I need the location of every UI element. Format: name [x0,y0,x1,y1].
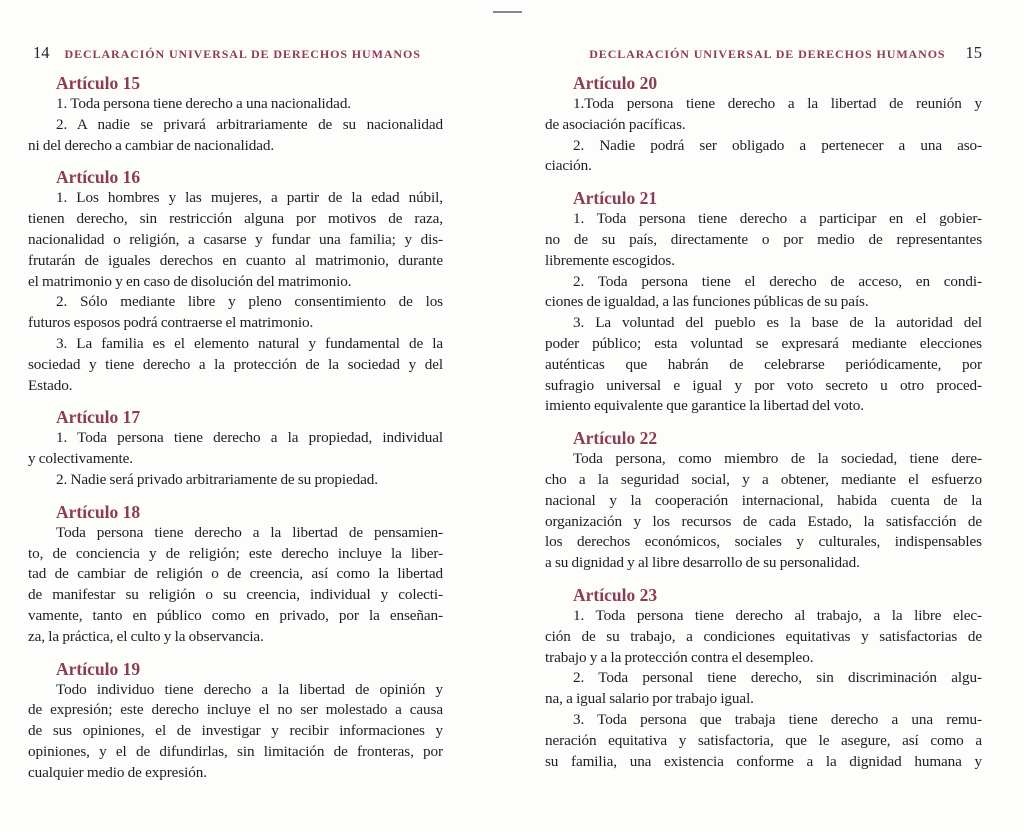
text-line: el matrimonio y en caso de disolución del matrimonio. [28,272,352,290]
text-line: 2. Sólo mediante libre y pleno consentimiento de los [56,293,443,311]
text-line: los derechos económicos, sociales y culturales, indispensables [545,533,982,551]
text-line: 1. Toda persona tiene derecho a participar en el gobier- [573,210,982,228]
running-head-title: DECLARACIÓN UNIVERSAL DE DERECHOS HUMANOS [589,47,946,61]
text-line: de asociación pacíficas. [545,115,686,133]
article-heading: Artículo 16 [56,167,141,188]
text-line: poder público; esta voluntad se expresará mediante elecciones [545,334,982,352]
text-line: 3. La voluntad del pueblo es la base de la autoridad del [573,314,982,332]
article-heading: Artículo 22 [573,428,658,449]
text-line: ciación. [545,157,592,175]
text-line: imiento equivalente que garantice la libertad del voto. [545,397,864,415]
text-line: tienen derecho, sin restricción alguna por motivos de raza, [28,210,443,228]
text-line: nacional y la cooperación internacional, habida cuenta de la [545,491,982,509]
text-line: 1. Toda persona tiene derecho a la propiedad, individual [56,429,443,447]
article [545,585,982,772]
article-heading: Artículo 15 [56,73,141,93]
article [28,502,443,648]
text-line: trabajo y a la protección contra el desempleo. [545,648,814,666]
text-line: organización y los recursos de cada Estado, la satisfacción de [545,512,982,530]
text-line: Toda persona tiene derecho a la libertad de pensamien- [56,523,443,541]
article [28,407,443,490]
article-heading: Artículo 18 [56,501,141,522]
text-line: sociedad y tiene derecho a la protección de la sociedad y del [28,355,443,373]
text-line: opiniones, y el de difundirlas, sin limitación de fronteras, por [28,742,443,760]
text-line: 3. La familia es el elemento natural y fundamental de la [56,334,443,352]
article [28,659,443,784]
text-line: vamente, tanto en público como en privado, por la enseñan- [28,606,443,624]
article [28,73,443,156]
text-line: 3. Toda persona que trabaja tiene derecho a una remu- [573,710,982,728]
text-line: 2. Toda persona tiene el derecho de acceso, en condi- [573,272,982,290]
text-line: de sus opiniones, el de investigar y recibir informaciones y [28,722,443,740]
text-line: nacionalidad o religión, a casarse y fundar una familia; y dis- [28,230,443,248]
text-line: y colectivamente. [28,450,134,468]
text-line: tad de cambiar de religión o de creencia, así como la libertad [28,565,443,583]
running-head-title: DECLARACIÓN UNIVERSAL DE DERECHOS HUMANOS [64,47,421,61]
text-line: to, de conciencia y de religión; este derecho incluye la liber- [28,544,443,562]
article [28,167,443,396]
page-right [545,44,982,772]
article-heading: Artículo 23 [573,584,658,605]
text-line: 1.Toda persona tiene derecho a la libertad de reunión y [573,95,982,112]
article [545,428,982,574]
text-line: 1. Los hombres y las mujeres, a partir de la edad núbil, [56,189,443,207]
running-head-left [28,44,443,62]
running-head-right [545,44,982,62]
text-line: sufragio universal e igual y por voto secreto u otro proced- [545,376,982,394]
text-line: su familia, una existencia conforme a la dignidad humana y [545,752,982,770]
text-line: 2. A nadie se privará arbitrariamente de su nacionalidad [56,115,443,133]
text-line: 2. Nadie será privado arbitrariamente de su propiedad. [56,470,378,488]
text-line: cho a la seguridad social, y a obtener, mediante el esfuerzo [545,470,982,488]
text-line: libremente escogidos. [545,251,675,269]
article-heading: Artículo 19 [56,658,141,679]
folio-number: 15 [965,43,982,62]
text-line: Estado. [28,376,73,394]
text-line: 2. Toda personal tiene derecho, sin discriminación algu- [573,669,982,687]
article-heading: Artículo 17 [56,407,141,428]
text-line: na, a igual salario por trabajo igual. [545,690,754,708]
text-line: 1. Toda persona tiene derecho a una nacionalidad. [56,95,352,112]
text-line: 1. Toda persona tiene derecho al trabajo, a la libre elec- [573,606,982,624]
text-line: 2. Nadie podrá ser obligado a pertenecer a una aso- [573,136,982,154]
article-heading: Artículo 21 [573,188,658,209]
text-line: frutarán de iguales derechos en cuanto al matrimonio, durante [28,251,443,269]
text-line: de manifestar su religión o su creencia, individual y colecti- [28,586,443,604]
text-line: auténticas que habrán de celebrarse periódicamente, por [545,355,982,373]
text-line: a su dignidad y al libre desarrollo de su personalidad. [545,554,860,572]
folio-number: 14 [33,43,50,62]
text-line: neración equitativa y satisfactoria, que le asegure, así como a [545,731,982,749]
article-heading: Artículo 20 [573,73,658,93]
text-line: ni del derecho a cambiar de nacionalidad. [28,136,275,154]
text-line: ción de su trabajo, a condiciones equitativas y satisfactorias de [545,627,982,645]
page-separator-mark [493,11,522,13]
text-line: cualquier medio de expresión. [28,763,207,781]
text-line: Todo individuo tiene derecho a la libertad de opinión y [56,680,443,698]
text-line: futuros esposos podrá contraerse el matrimonio. [28,314,314,332]
article [545,73,982,177]
text-line: Toda persona, como miembro de la sociedad, tiene dere- [573,450,982,468]
text-line: za, la práctica, el culto y la observancia. [28,627,264,645]
text-line: no de su país, directamente o por medio de representantes [545,230,982,248]
articles-column-left [28,73,443,784]
articles-column-right [545,73,982,772]
text-line: ciones de igualdad, a las funciones públicas de su país. [545,293,869,311]
text-line: de expresión; este derecho incluye el no ser molestado a causa [28,701,443,719]
page-left [28,44,443,784]
article [545,188,982,417]
